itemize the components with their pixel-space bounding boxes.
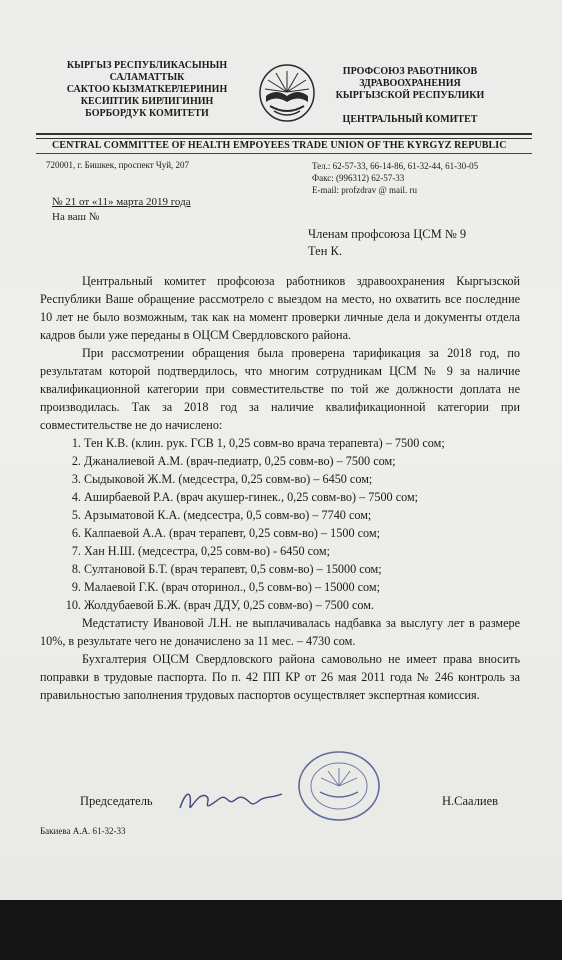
english-title: CENTRAL COMMITTEE OF HEALTH EMPOYEES TRADE UNION OF THE KYRGYZ REPUBLIC <box>52 140 507 151</box>
header-divider <box>36 133 532 139</box>
signatory-name: Н.Саалиев <box>442 794 499 808</box>
header-left-line: САЛАМАТТЫК <box>109 72 185 83</box>
list-item: 7. Хан Н.Ш. (медсестра, 0,25 совм-во) - 6450 сом; <box>84 542 520 560</box>
email-line: E-mail: profzdrav @ mail. ru <box>312 185 418 195</box>
signatory-title: Председатель <box>80 794 153 808</box>
list-item: 3. Сыдыковой Ж.М. (медсестра, 0,25 совм-во) – 6450 сом; <box>84 470 520 488</box>
list-item: 2. Джаналиевой А.М. (врач-педиатр, 0,25 совм-во) – 7500 сом; <box>84 452 520 470</box>
list-item: 5. Арзыматовой К.А. (медсестра, 0,5 совм-во) – 7740 сом; <box>84 506 520 524</box>
recipient-line: Членам профсоюза ЦСМ № 9 <box>308 227 467 241</box>
fax-line: Факс: (996312) 62-57-33 <box>312 173 405 183</box>
body-paragraph: Бухгалтерия ОЦСМ Свердловского района самовольно не имеет права вносить поправки в трудовые паспорта. По п. 42 ПП КР от 26 мая 2011 года № 246 контроль за правильностью заполнения трудовых паспортов осуществляет экспертная комиссия. <box>40 652 520 702</box>
header-left-line: САКТОО КЫЗМАТКЕРЛЕРИНИН <box>66 84 228 95</box>
letter-body <box>40 272 520 704</box>
outgoing-number: № 21 от «11» марта 2019 года <box>52 196 191 208</box>
phone-line: Тел.: 62-57-33, 66-14-86, 61-32-44, 61-30-05 <box>312 161 479 171</box>
list-item: 1. Тен К.В. (клин. рук. ГСВ 1, 0,25 совм-во врача терапевта) – 7500 сом; <box>84 434 520 452</box>
header-right-line: ЗДРАВООХРАНЕНИЯ <box>359 78 461 89</box>
list-item: 8. Султановой Б.Т. (врач терапевт, 0,5 совм-во) – 15000 сом; <box>84 560 520 578</box>
recipient-block <box>308 226 466 260</box>
body-paragraph: Медстатисту Ивановой Л.Н. не выплачивалась надбавка за выслугу лет в размере 10%, в результате чего не доначислено за 11 мес. – 4730 сом. <box>40 616 520 648</box>
underpayment-list <box>40 434 520 614</box>
union-emblem-logo <box>258 62 316 124</box>
header-right-russian <box>320 66 500 126</box>
official-stamp <box>296 748 382 824</box>
signature-row <box>40 794 520 809</box>
header-right-line: ЦЕНТРАЛЬНЫЙ КОМИТЕТ <box>342 114 478 125</box>
list-item: 9. Малаевой Г.К. (врач оторинол., 0,5 совм-во) – 15000 сом; <box>84 578 520 596</box>
header-left-line: БОРБОРДУК КОМИТЕТИ <box>85 108 209 119</box>
reply-reference: На ваш № <box>52 211 100 223</box>
list-item: 4. Аширбаевой Р.А. (врач акушер-гинек., 0,25 совм-во) – 7500 сом; <box>84 488 520 506</box>
list-item: 10. Жолдубаевой Б.Ж. (врач ДДУ, 0,25 совм-во) – 7500 сом. <box>84 596 520 614</box>
contact-info <box>312 160 478 196</box>
body-paragraph: При рассмотрении обращения была проверена тарификация за 2018 год, по результатам которой подтвердилось, что многим сотрудникам ЦСМ № 9 за наличие квалификационной категории при совместительстве по той же должности доплата не производилась. Так за 2018 год за наличие квалификационной категории при совместительстве не до начислено: <box>40 346 520 432</box>
executor-note: Бакиева А.А. 61-32-33 <box>40 826 126 836</box>
header-right-line: ПРОФСОЮЗ РАБОТНИКОВ <box>342 66 478 77</box>
header-right-line: КЫРГЫЗСКОЙ РЕСПУБЛИКИ <box>335 90 485 101</box>
postal-address: 720001, г. Бишкек, проспект Чуй, 207 <box>46 160 190 170</box>
header-left-kyrgyz <box>42 60 252 120</box>
body-paragraph: Центральный комитет профсоюза работников здравоохранения Кыргызской Республики Ваше обращение рассмотрело с выездом на место, но охватить все последние 10 лет не было возможным, так как на момент проверки личные дела и документы отдела кадров были уже переданы в ОЦСМ Свердловского района. <box>40 274 520 342</box>
header-divider-thin <box>36 153 532 154</box>
photo-background <box>0 900 562 960</box>
header-left-line: КЕСИПТИК БИРЛИГИНИН <box>80 96 214 107</box>
recipient-line: Тен К. <box>308 244 342 258</box>
header-left-line: КЫРГЫЗ РЕСПУБЛИКАСЫНЫН <box>66 60 228 71</box>
header-right-line <box>320 102 500 114</box>
list-item: 6. Калпаевой А.А. (врач терапевт, 0,25 совм-во) – 1500 сом; <box>84 524 520 542</box>
